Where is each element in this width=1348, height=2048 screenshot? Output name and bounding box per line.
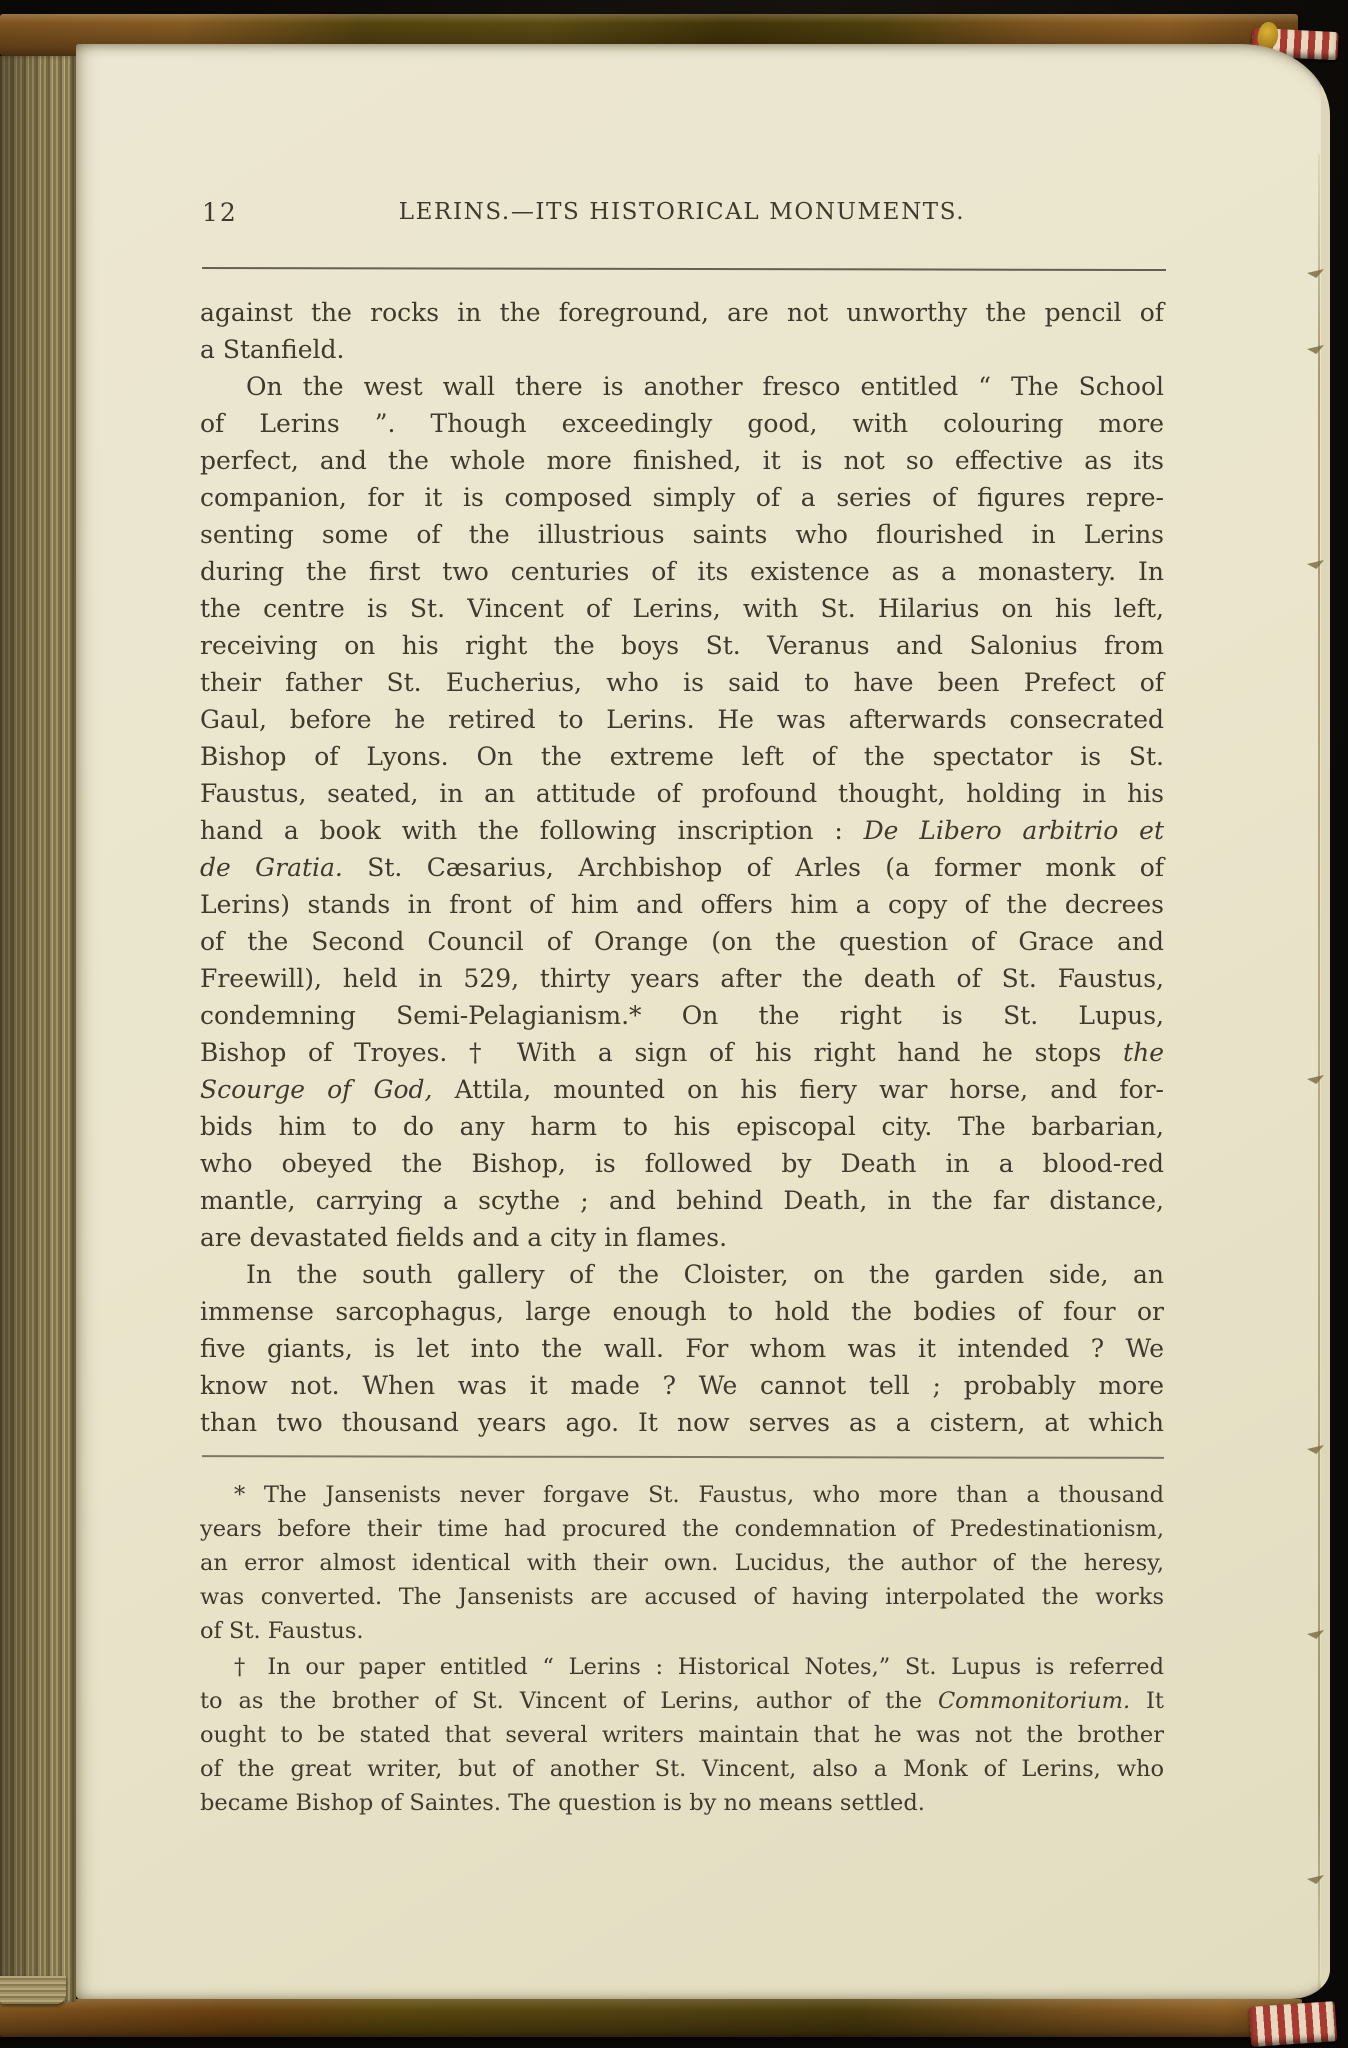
text-segment: mantle, carrying a scythe ; and behind Death, in the far distance, bbox=[200, 1186, 1164, 1215]
text-line bbox=[200, 1580, 1164, 1614]
text-segment: hand a book with the following inscription : bbox=[200, 816, 864, 845]
text-segment: five giants, is let into the wall. For whom was it intended ? We bbox=[200, 1334, 1164, 1363]
text-line bbox=[200, 960, 1164, 997]
text-segment: ought to be stated that several writers maintain that he was not the brother bbox=[200, 1722, 1164, 1748]
headband-bottom bbox=[1249, 2001, 1338, 2047]
next-page-edge bbox=[1321, 44, 1330, 1999]
text-segment: receiving on his right the boys St. Veranus and Salonius from bbox=[200, 631, 1164, 660]
text-segment: their father St. Eucherius, who is said to have been Prefect of bbox=[200, 668, 1164, 697]
text-segment: condemning Semi-Pelagianism.* On the right is St. Lupus, bbox=[200, 1001, 1164, 1030]
text-line bbox=[200, 1330, 1164, 1367]
text-line bbox=[200, 997, 1164, 1034]
text-segment: bids him to do any harm to his episcopal city. The barbarian, bbox=[200, 1112, 1164, 1141]
text-line bbox=[200, 1182, 1164, 1219]
text-segment: immense sarcophagus, large enough to hold the bodies of four or bbox=[200, 1297, 1164, 1326]
text-line bbox=[200, 553, 1164, 590]
text-segment: † In our paper entitled “ Lerins : Historical Notes,” St. Lupus is referred bbox=[234, 1654, 1164, 1680]
text-segment: against the rocks in the foreground, are not unworthy the pencil of bbox=[200, 298, 1164, 327]
running-title: LERINS.—ITS HISTORICAL MONUMENTS. bbox=[398, 199, 966, 225]
text-line bbox=[200, 1108, 1164, 1145]
text-line bbox=[200, 1546, 1164, 1580]
italic-text: the bbox=[1123, 1038, 1164, 1067]
text-line bbox=[200, 368, 1164, 405]
paragraph bbox=[200, 1478, 1164, 1648]
text-line bbox=[200, 1650, 1164, 1684]
page-edges-left bbox=[0, 56, 76, 2002]
text-segment: became Bishop of Saintes. The question is by no means settled. bbox=[200, 1790, 925, 1816]
text-segment: of Lerins ”. Though exceedingly good, with colouring more bbox=[200, 409, 1164, 438]
text-line bbox=[200, 1034, 1164, 1071]
text-line bbox=[200, 294, 1164, 331]
text-line bbox=[200, 849, 1164, 886]
text-segment: Faustus, seated, in an attitude of profound thought, holding in his bbox=[200, 779, 1164, 808]
text-line bbox=[200, 405, 1164, 442]
text-segment: Attila, mounted on his fiery war horse, and for- bbox=[432, 1075, 1165, 1104]
text-line bbox=[200, 1145, 1164, 1182]
paragraph bbox=[200, 294, 1164, 368]
paragraph bbox=[200, 368, 1164, 1256]
text-line bbox=[200, 1614, 1164, 1648]
text-segment: years before their time had procured the condemnation of Predestinationism, bbox=[200, 1516, 1164, 1542]
text-segment: to as the brother of St. Vincent of Lerins, author of the bbox=[200, 1688, 938, 1714]
body-text bbox=[200, 294, 1164, 1441]
text-line bbox=[200, 1786, 1164, 1820]
italic-text: De Libero arbitrio et bbox=[863, 816, 1164, 845]
text-line bbox=[200, 627, 1164, 664]
text-segment: are devastated fields and a city in flames. bbox=[200, 1223, 728, 1252]
text-line bbox=[200, 812, 1164, 849]
text-line bbox=[200, 590, 1164, 627]
text-segment: Lerins) stands in front of him and offers him a copy of the decrees bbox=[200, 890, 1164, 919]
text-segment: Gaul, before he retired to Lerins. He was afterwards consecrated bbox=[200, 705, 1164, 734]
text-segment: * The Jansenists never forgave St. Faustus, who more than a thousand bbox=[234, 1482, 1164, 1508]
text-segment: a Stanfield. bbox=[200, 335, 345, 364]
text-segment: It bbox=[1130, 1688, 1164, 1714]
footnotes bbox=[200, 1478, 1164, 1820]
text-line bbox=[200, 1684, 1164, 1718]
italic-text: Commonitorium. bbox=[937, 1688, 1131, 1714]
text-segment: In the south gallery of the Cloister, on the garden side, an bbox=[246, 1260, 1164, 1289]
text-segment: the centre is St. Vincent of Lerins, with St. Hilarius on his left, bbox=[200, 594, 1164, 623]
text-segment: of the great writer, but of another St. Vincent, also a Monk of Lerins, who bbox=[200, 1756, 1164, 1782]
text-line bbox=[200, 775, 1164, 812]
text-segment: of St. Faustus. bbox=[200, 1618, 364, 1644]
paragraph bbox=[200, 1256, 1164, 1441]
text-line bbox=[200, 923, 1164, 960]
text-segment: during the first two centuries of its existence as a monastery. In bbox=[200, 557, 1164, 586]
text-line bbox=[200, 479, 1164, 516]
footnote-rule bbox=[202, 1455, 1164, 1459]
text-line bbox=[200, 1512, 1164, 1546]
text-line bbox=[200, 1718, 1164, 1752]
page-header bbox=[200, 196, 1164, 228]
text-line bbox=[200, 516, 1164, 553]
header-rule bbox=[202, 267, 1166, 271]
page-edges-bottom-left-corner bbox=[0, 1976, 66, 2004]
text-segment: perfect, and the whole more finished, it is not so effective as its bbox=[200, 446, 1164, 475]
text-line bbox=[200, 1219, 1164, 1256]
book-page bbox=[76, 44, 1330, 1999]
page-edge-crease bbox=[1318, 154, 1320, 1989]
text-line bbox=[200, 1293, 1164, 1330]
paragraph bbox=[200, 1650, 1164, 1820]
text-line bbox=[200, 1256, 1164, 1293]
text-segment: than two thousand years ago. It now serves as a cistern, at which bbox=[200, 1408, 1164, 1437]
text-segment: senting some of the illustrious saints who flourished in Lerins bbox=[200, 520, 1164, 549]
text-segment: Bishop of Lyons. On the extreme left of the spectator is St. bbox=[200, 742, 1164, 771]
text-line bbox=[200, 886, 1164, 923]
book-cover-bottom-edge bbox=[0, 1999, 1302, 2037]
text-line bbox=[200, 1071, 1164, 1108]
text-line bbox=[200, 1752, 1164, 1786]
text-line bbox=[200, 1367, 1164, 1404]
text-segment: St. Cæsarius, Archbishop of Arles (a former monk of bbox=[342, 853, 1164, 882]
text-segment: companion, for it is composed simply of a series of figures repre- bbox=[200, 483, 1164, 512]
text-line bbox=[200, 1404, 1164, 1441]
text-line bbox=[200, 738, 1164, 775]
text-segment: who obeyed the Bishop, is followed by Death in a blood-red bbox=[200, 1149, 1164, 1178]
text-segment: On the west wall there is another fresco entitled “ The School bbox=[246, 372, 1164, 401]
text-line bbox=[200, 664, 1164, 701]
text-segment: was converted. The Jansenists are accused of having interpolated the works bbox=[200, 1584, 1164, 1610]
text-segment: an error almost identical with their own. Lucidus, the author of the heresy, bbox=[200, 1550, 1164, 1576]
italic-text: Scourge of God, bbox=[200, 1075, 433, 1104]
text-segment: Freewill), held in 529, thirty years after the death of St. Faustus, bbox=[200, 964, 1164, 993]
text-line bbox=[200, 331, 1164, 368]
page-number: 12 bbox=[202, 198, 238, 227]
text-segment: of the Second Council of Orange (on the question of Grace and bbox=[200, 927, 1164, 956]
italic-text: de Gratia. bbox=[200, 853, 343, 882]
text-line bbox=[200, 701, 1164, 738]
text-line bbox=[200, 1478, 1164, 1512]
text-segment: Bishop of Troyes. † With a sign of his right hand he stops bbox=[200, 1038, 1124, 1067]
text-segment: know not. When was it made ? We cannot tell ; probably more bbox=[200, 1371, 1164, 1400]
text-line bbox=[200, 442, 1164, 479]
